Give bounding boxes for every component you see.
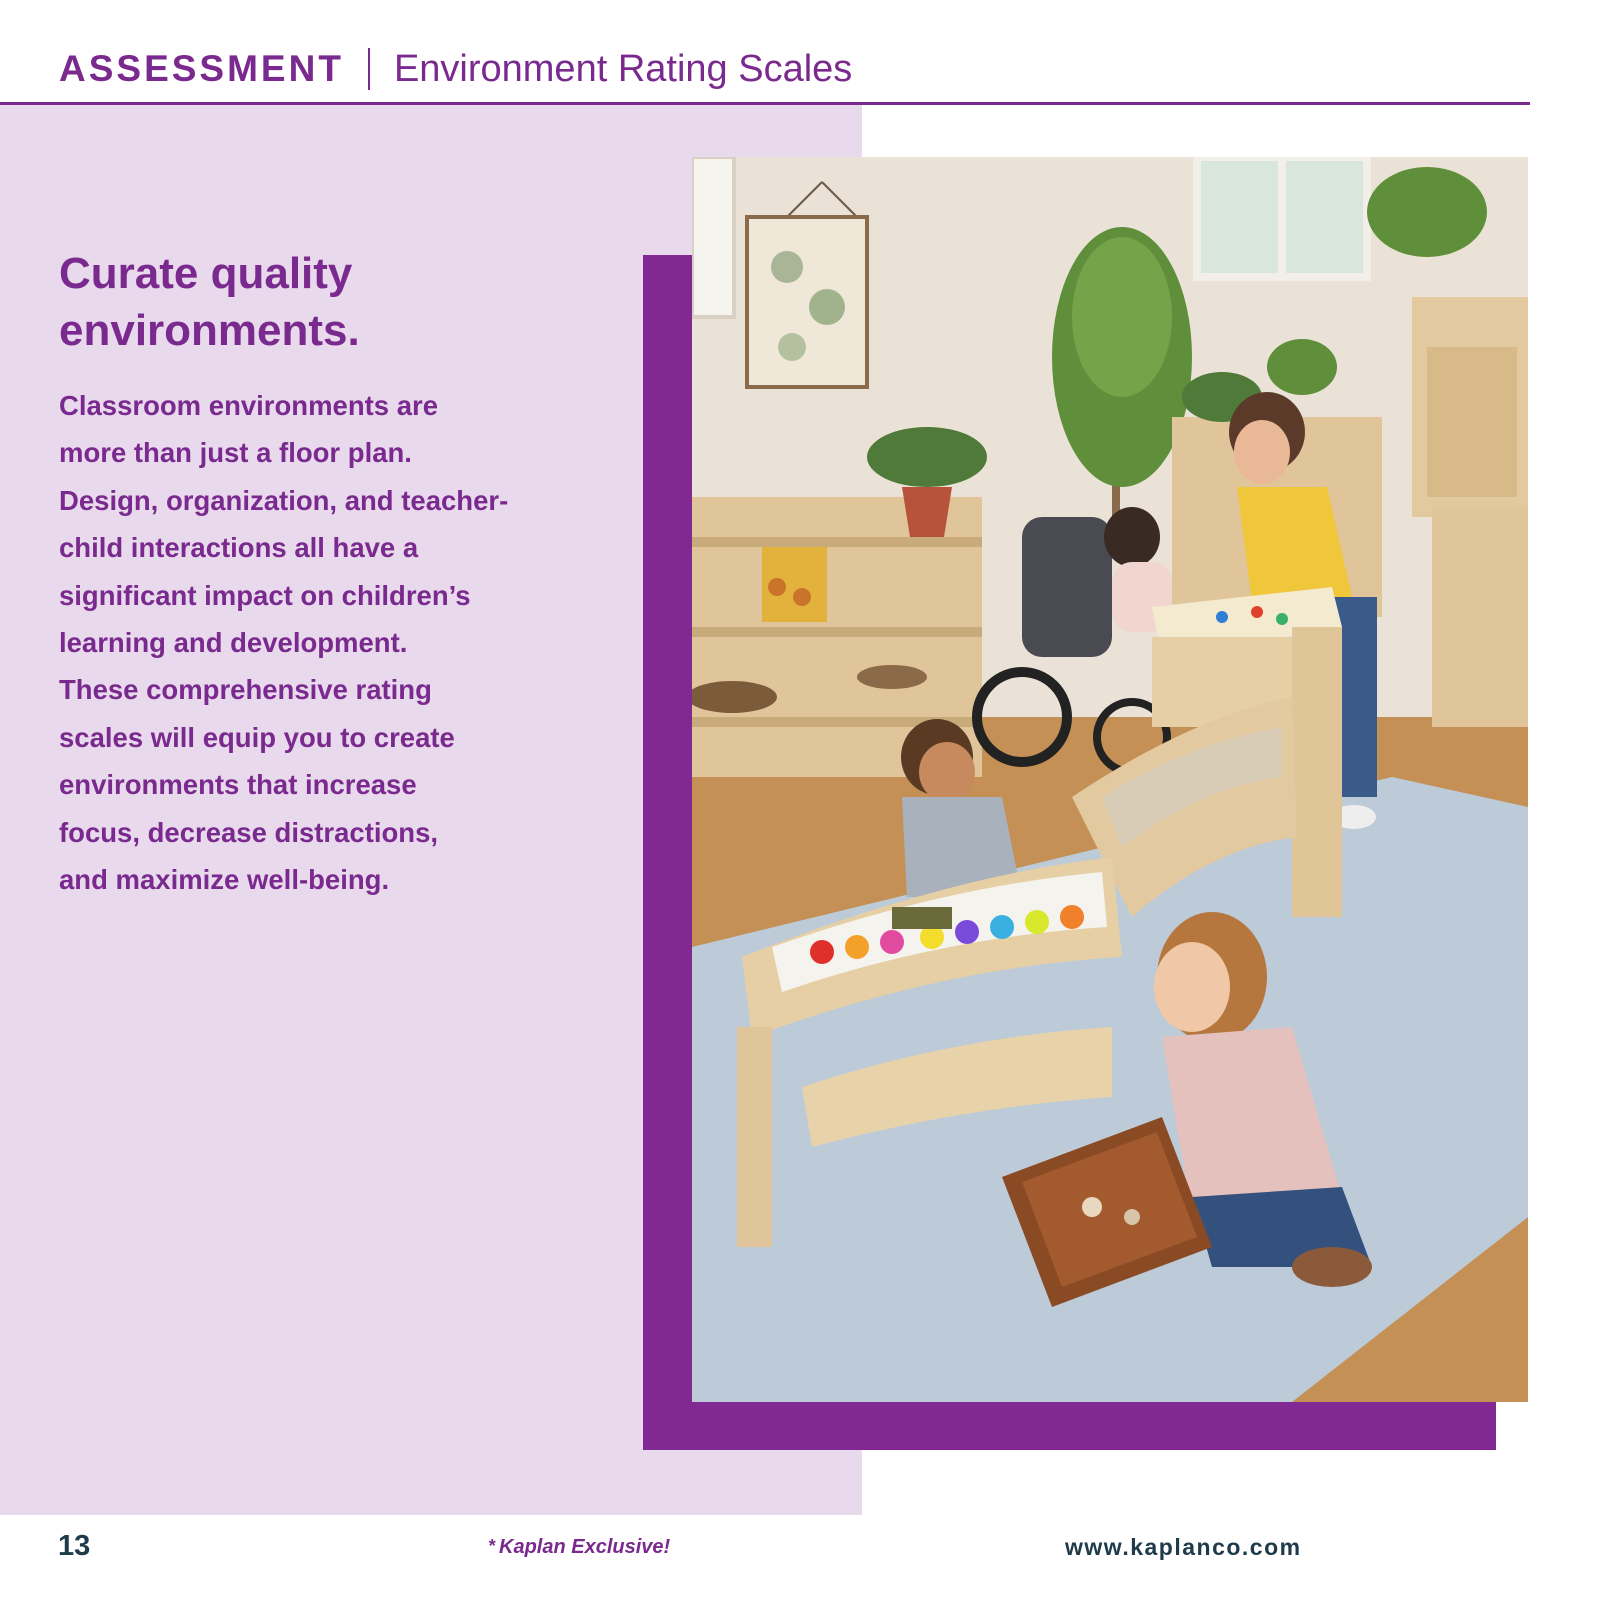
exclusive-star: * — [488, 1536, 496, 1556]
body-line: Classroom environments are — [59, 390, 439, 421]
body-line: These comprehensive rating — [59, 674, 432, 706]
headline — [59, 245, 599, 359]
subsection-title: Environment Rating Scales — [393, 47, 853, 90]
section-title: ASSESSMENT — [59, 48, 344, 89]
website-link[interactable]: www.kaplanco.com — [1065, 1534, 1302, 1560]
headline-line: environments. — [59, 306, 360, 355]
body-line: scales will equip you to create — [59, 721, 455, 753]
classroom-photo — [692, 157, 1528, 1402]
body-line: child interactions all have a — [59, 532, 419, 564]
body-line: more than just a floor plan. — [59, 437, 412, 469]
body-line: Design, organization, and teacher- — [59, 484, 509, 516]
body-line: learning and development. — [59, 627, 408, 659]
body-line: significant impact on children’s — [59, 579, 471, 611]
body-line: and maximize well-being. — [59, 864, 390, 896]
page-number: 13 — [58, 1530, 91, 1562]
exclusive-label: Kaplan Exclusive! — [499, 1536, 671, 1558]
body-line: focus, decrease distractions, — [59, 816, 439, 848]
exclusive-note — [488, 1536, 670, 1559]
page-header — [59, 44, 852, 94]
header-divider — [368, 48, 370, 90]
headline-line: Curate quality — [59, 249, 353, 298]
body-paragraph — [59, 382, 579, 903]
body-line: environments that increase — [59, 769, 417, 801]
